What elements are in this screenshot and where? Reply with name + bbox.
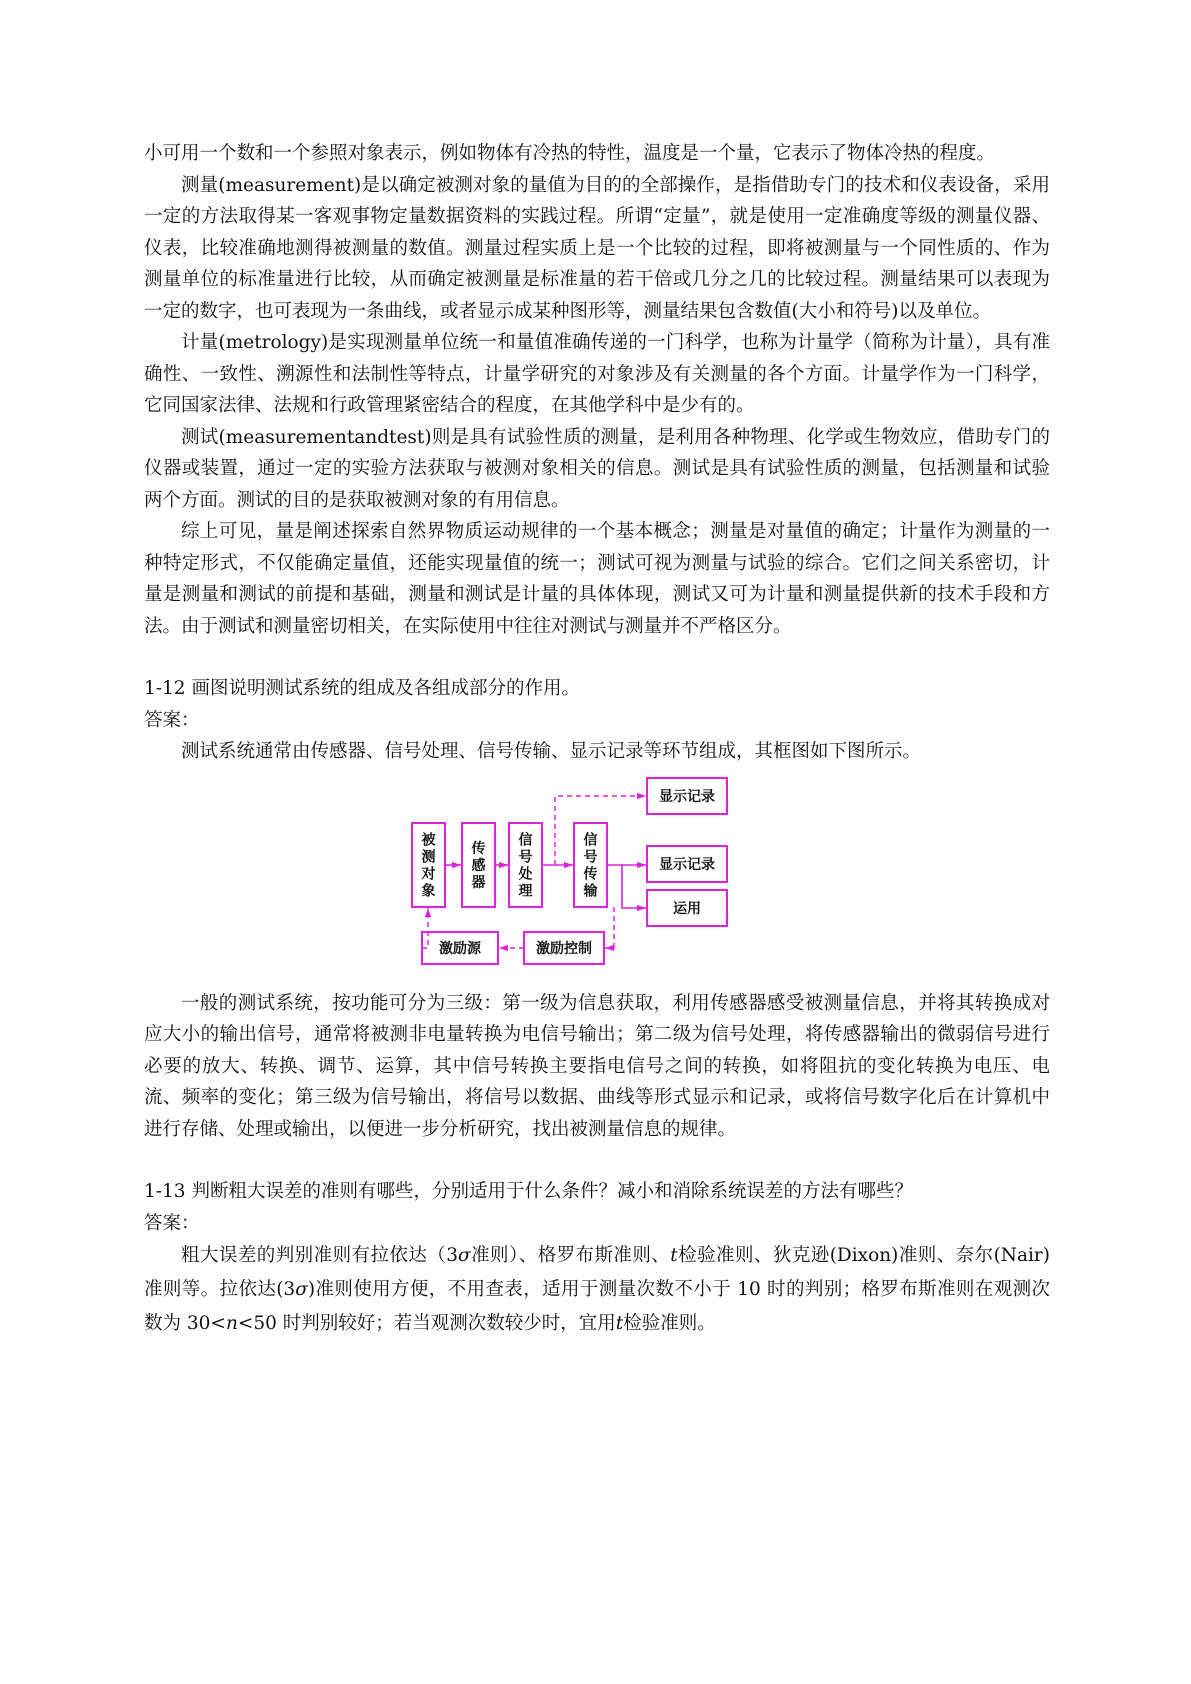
label-transmission: 信号传输 bbox=[583, 832, 598, 899]
question-1-13: 1-13 判断粗大误差的准则有哪些，分别适用于什么条件？减小和消除系统误差的方法有哪些？ bbox=[144, 1181, 913, 1202]
answer-label-1-12: 答案： bbox=[144, 709, 200, 731]
label-use: 运用 bbox=[673, 900, 701, 917]
document-page bbox=[144, 138, 1050, 1341]
answer-1-13: 粗大误差的判别准则有拉依达（3σ准则）、格罗布斯准则、t检验准则、狄克逊(Dixon)准则、奈尔(Nair)准则等。拉依达(3σ)准则使用方便，不用查表，适用于测量次数不小于 10 时的判别；格罗布斯准则在观测次数为 30<n<50 时判别较好；若当观测次数较少时，宜用t检验准则。 bbox=[144, 1245, 1050, 1334]
answer-label-1-13: 答案： bbox=[144, 1212, 200, 1234]
question-1-12: 1-12 画图说明测试系统的组成及各组成部分的作用。 bbox=[144, 678, 580, 699]
label-control: 激励控制 bbox=[536, 940, 592, 957]
label-display-top: 显示记录 bbox=[659, 788, 715, 805]
paragraph-test: 测试(measurementandtest)则是具有试验性质的测量，是利用各种物理、化学或生物效应，借助专门的仪器或装置，通过一定的实验方法获取与被测对象相关的信息。测试是具有试验性质的测量，包括测量和试验两个方面。测试的目的是获取被测对象的有用信息。 bbox=[144, 426, 1050, 511]
label-excitation: 激励源 bbox=[439, 940, 481, 957]
label-display-mid: 显示记录 bbox=[659, 856, 715, 873]
test-system-block-diagram bbox=[144, 774, 1050, 984]
label-object: 被测对象 bbox=[421, 832, 436, 899]
paragraph-summary: 综上可见，量是阐述探索自然界物质运动规律的一个基本概念；测量是对量值的确定；计量作为测量的一种特定形式，不仅能确定量值，还能实现量值的统一；测试可视为测量与试验的综合。它们之间关系密切，计量是测量和测试的前提和基础，测量和测试是计量的具体体现，测试又可为计量和测量提供新的技术手段和方法。由于测试和测量密切相关，在实际使用中往往对测试与测量并不严格区分。 bbox=[144, 521, 1050, 637]
answer-intro-1-12: 测试系统通常由传感器、信号处理、信号传输、显示记录等环节组成，其框图如下图所示。 bbox=[181, 741, 922, 762]
arrow-transmission-use bbox=[622, 865, 646, 908]
paragraph-measurement: 测量(measurement)是以确定被测对象的量值为目的的全部操作，是指借助专门的技术和仪表设备，采用一定的方法取得某一客观事物定量数据资料的实践过程。所谓“定量”，就是使用一定准确度等级的测量仪器、仪表，比较准确地测得被测量的数值。测量过程实质上是一个比较的过程，即将被测量与一个同性质的、作为测量单位的标准量进行比较，从而确定被测量是标准量的若干倍或几分之几的比较过程。测量结果可以表现为一定的数字，也可表现为一条曲线，或者显示成某种图形等，测量结果包含数值(大小和符号)以及单位。 bbox=[144, 174, 1050, 322]
label-processing: 信号处理 bbox=[518, 832, 533, 899]
dashed-line-transmission-control bbox=[605, 907, 614, 948]
label-sensor: 传感器 bbox=[471, 840, 486, 891]
paragraph-metrology: 计量(metrology)是实现测量单位统一和量值准确传递的一门科学，也称为计量学（简称为计量），具有准确性、一致性、溯源性和法制性等特点，计量学研究的对象涉及有关测量的各个方面。计量学作为一门科学，它同国家法律、法规和行政管理紧密结合的程度，在其他学科中是少有的。 bbox=[144, 332, 1050, 416]
explanation-1-12: 一般的测试系统，按功能可分为三级：第一级为信息获取，利用传感器感受被测量信息，并将其转换成对应大小的输出信号，通常将被测非电量转换为电信号输出；第二级为信号处理，将传感器输出的微弱信号进行必要的放大、转换、调节、运算，其中信号转换主要指电信号之间的转换，如将阻抗的变化转换为电压、电流、频率的变化；第三级为信号输出，将信号以数据、曲线等形式显示和记录，或将信号数字化后在计算机中进行存储、处理或输出，以便进一步分析研究，找出被测量信息的规律。 bbox=[144, 992, 1050, 1140]
paragraph-continuation: 小可用一个数和一个参照对象表示，例如物体有冷热的特性，温度是一个量，它表示了物体冷热的程度。 bbox=[144, 143, 996, 164]
